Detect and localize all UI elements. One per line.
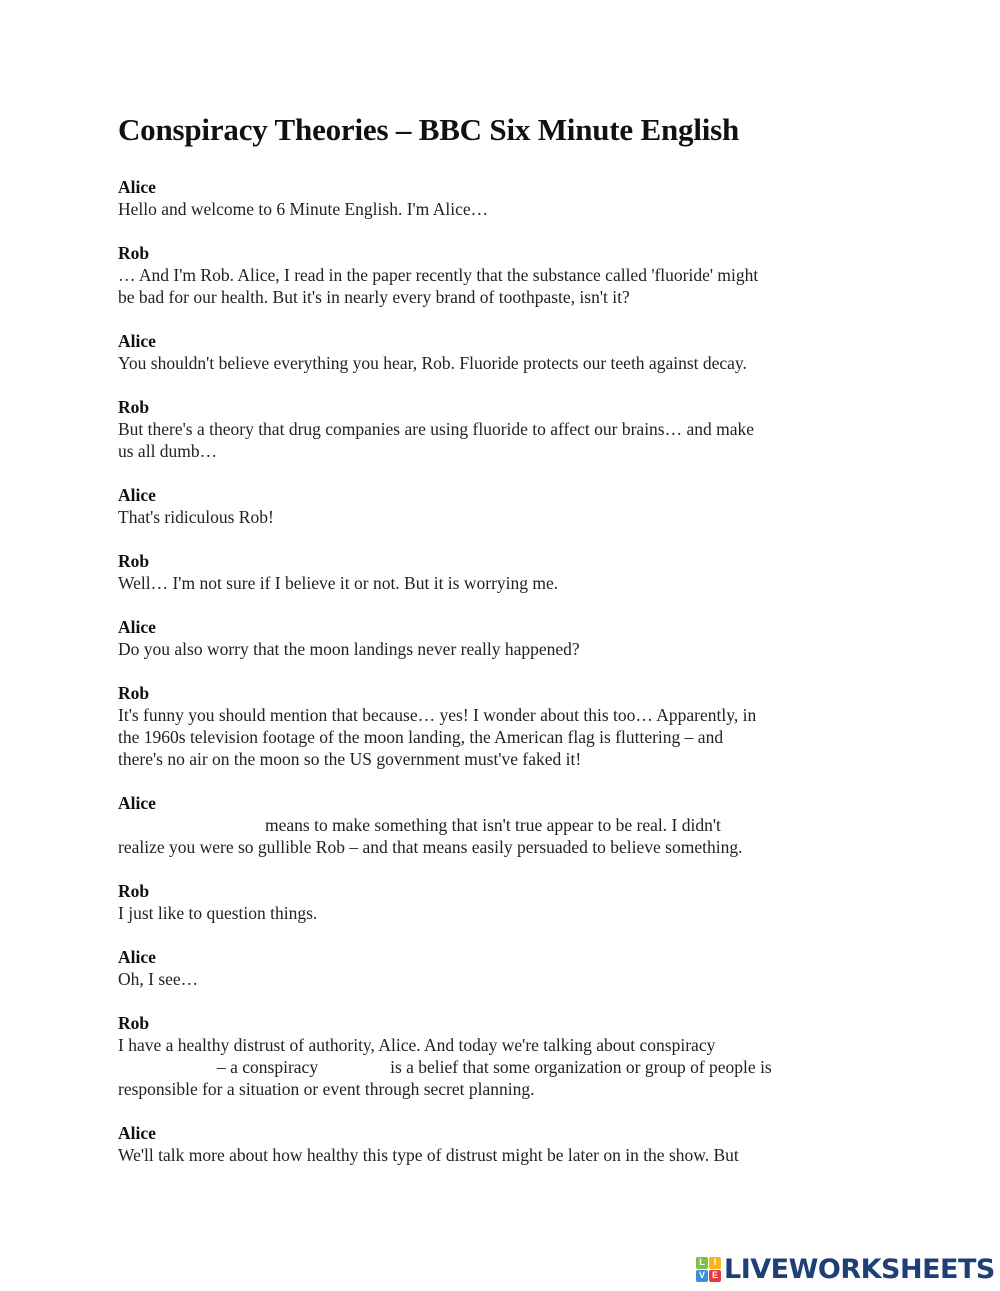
speaker-name: Alice	[118, 793, 156, 813]
dialogue-line: Well… I'm not sure if I believe it or not. But it is worrying me.	[118, 573, 559, 593]
dialogue-turn	[118, 396, 838, 462]
dialogue-turn	[118, 550, 838, 594]
dialogue-turn	[118, 946, 838, 990]
tile-l: L	[696, 1257, 708, 1269]
dialogue-line: Hello and welcome to 6 Minute English. I'm Alice…	[118, 199, 489, 219]
dialogue-line: realize you were so gullible Rob – and that means easily persuaded to believe something.	[118, 837, 743, 857]
speaker-name: Rob	[118, 881, 150, 901]
dialogue-line: But there's a theory that drug companies are using fluoride to affect our brains… and make	[118, 419, 755, 439]
page-title: Conspiracy Theories – BBC Six Minute English	[118, 112, 740, 147]
dialogue-text: is a belief that some organization or group of people is	[390, 1057, 772, 1077]
dialogue-line: I just like to question things.	[118, 903, 318, 923]
dialogue-turn	[118, 484, 838, 528]
dialogue-line: be bad for our health. But it's in nearly every brand of toothpaste, isn't it?	[118, 287, 630, 307]
dialogue-turn	[118, 1122, 838, 1166]
speaker-name: Rob	[118, 551, 150, 571]
dialogue-turn	[118, 176, 838, 220]
tile-v: V	[696, 1270, 708, 1282]
dialogue-line: … And I'm Rob. Alice, I read in the paper recently that the substance called 'fluoride' might	[118, 265, 759, 285]
speaker-name: Rob	[118, 1013, 150, 1033]
dialogue-text: – a conspiracy	[217, 1057, 319, 1077]
speaker-name: Alice	[118, 485, 156, 505]
dialogue-line: We'll talk more about how healthy this type of distrust might be later on in the show. But	[118, 1145, 739, 1165]
dialogue-turn	[118, 682, 838, 770]
speaker-name: Rob	[118, 243, 150, 263]
dialogue-line: That's ridiculous Rob!	[118, 507, 274, 527]
speaker-name: Rob	[118, 683, 150, 703]
dialogue-line: Oh, I see…	[118, 969, 199, 989]
liveworksheets-logo	[696, 1254, 995, 1284]
speaker-name: Alice	[118, 1123, 156, 1143]
dialogue-line: Do you also worry that the moon landings never really happened?	[118, 639, 580, 659]
dialogue-line: the 1960s television footage of the moon landing, the American flag is fluttering – and	[118, 727, 724, 747]
dialogue-turn	[118, 1012, 838, 1100]
tile-i: I	[709, 1257, 721, 1269]
speaker-name: Alice	[118, 947, 156, 967]
speaker-name: Rob	[118, 397, 150, 417]
dialogue-line: us all dumb…	[118, 441, 218, 461]
dialogue-turn	[118, 330, 838, 374]
dialogue-turn	[118, 880, 838, 924]
dialogue-turn	[118, 242, 838, 308]
dialogue-line: responsible for a situation or event through secret planning.	[118, 1079, 535, 1099]
dialogue-line: I have a healthy distrust of authority, Alice. And today we're talking about conspiracy	[118, 1035, 716, 1055]
dialogue-turn	[118, 616, 838, 660]
dialogue-text: means to make something that isn't true appear to be real. I didn't	[265, 815, 721, 835]
dialogue-line: there's no air on the moon so the US government must've faked it!	[118, 749, 582, 769]
logo-wordmark: LIVEWORKSHEETS	[724, 1253, 995, 1285]
speaker-name: Alice	[118, 177, 156, 197]
live-tiles-icon	[696, 1257, 721, 1282]
tile-e: E	[709, 1270, 721, 1282]
dialogue-line: You shouldn't believe everything you hear, Rob. Fluoride protects our teeth against decay.	[118, 353, 747, 373]
speaker-name: Alice	[118, 331, 156, 351]
speaker-name: Alice	[118, 617, 156, 637]
dialogue-line	[118, 814, 838, 836]
dialogue-turn	[118, 792, 838, 858]
dialogue-line	[118, 1056, 838, 1078]
dialogue-line: It's funny you should mention that because… yes! I wonder about this too… Apparently, in	[118, 705, 757, 725]
